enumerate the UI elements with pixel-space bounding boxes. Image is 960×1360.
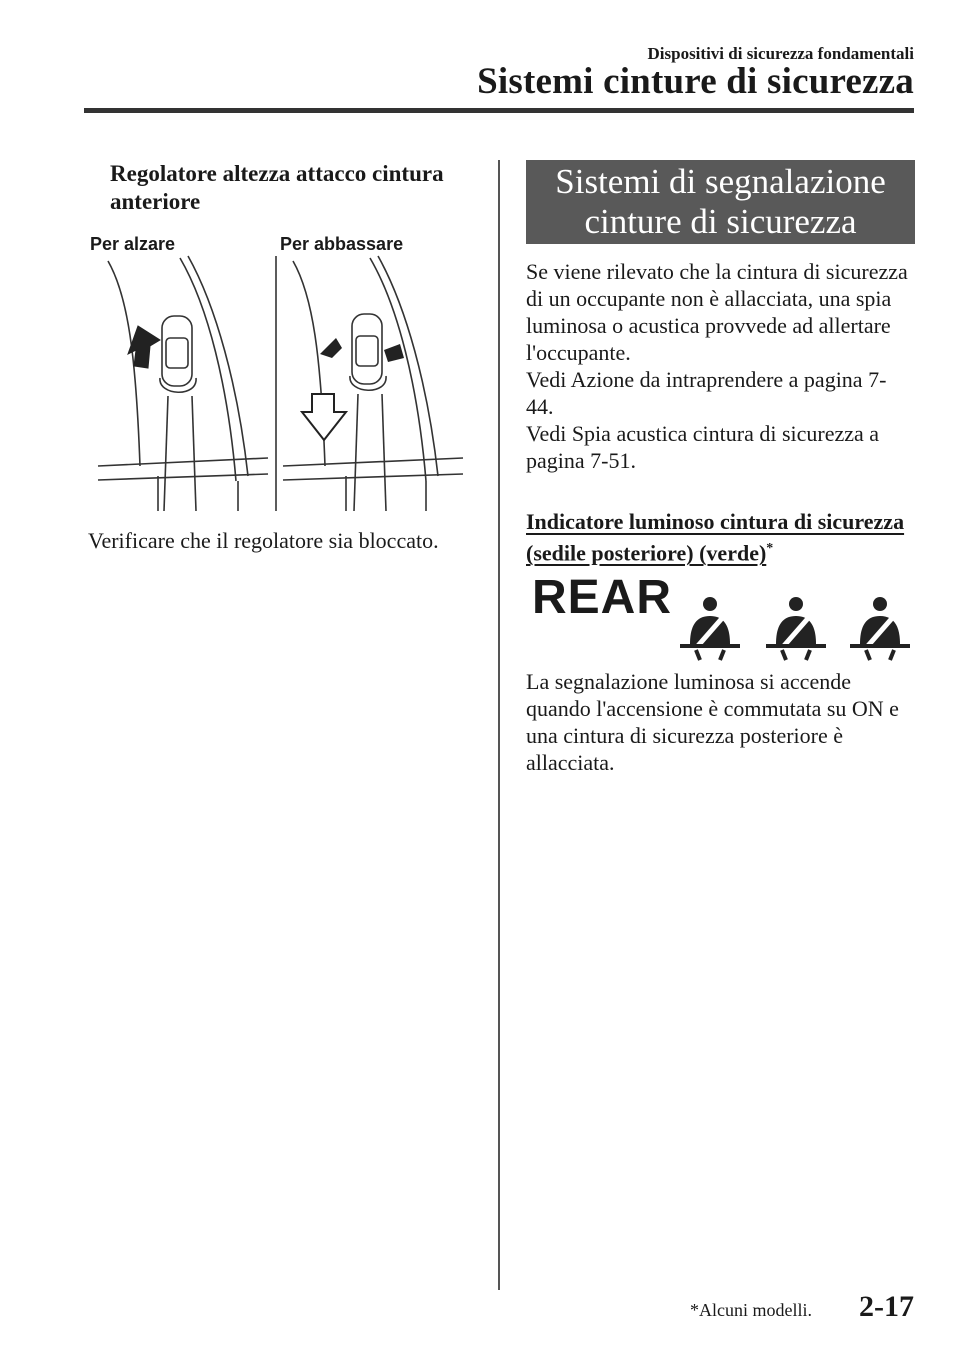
left-heading: Regolatore altezza attacco cintura anteriore [110,161,444,214]
header-rule [84,108,914,113]
page-number: 2-17 [859,1290,914,1323]
label-raise: Per alzare [90,234,176,254]
label-lower: Per abbassare [280,234,404,254]
paragraph-3: Vedi Spia acustica cintura di sicurezza a pagina 7-51. [526,421,880,473]
footer-note: *Alcuni modelli. [690,1300,812,1320]
banner-line-2: cinture di sicurezza [584,202,857,241]
banner-line-1: Sistemi di segnalazione [555,162,886,201]
column-divider [498,160,500,1290]
belt-adjuster-illustration [88,226,468,516]
closing-paragraph: La segnalazione luminosa si accende quando l'accensione è commutata su ON e una cintura di sicurezza posteriore è allacciata. [526,669,899,775]
seatbelt-icon [762,594,830,662]
header-title: Sistemi cinture di sicurezza [477,61,914,102]
paragraph-1: Se viene rilevato che la cintura di sicurezza di un occupante non è allacciata, una spia luminosa o acustica provvede ad allertare l'occupante. [526,259,908,365]
subheading-line-2: (sedile posteriore) (verde) [526,540,767,566]
seatbelt-icon [846,594,914,662]
subheading-line-1: Indicatore luminoso cintura di sicurezza [526,509,905,534]
seatbelt-icon [676,594,744,662]
left-note: Verificare che il regolatore sia bloccato. [88,528,439,553]
belt-adjuster-figure [88,226,468,516]
subheading-mark: * [766,541,774,556]
rear-indicator-label: REAR [532,571,673,624]
header-section: Dispositivi di sicurezza fondamentali [647,44,914,63]
subheading [526,508,921,566]
section-banner [526,160,915,244]
paragraph-2: Vedi Azione da intraprendere a pagina 7-44. [526,367,887,419]
